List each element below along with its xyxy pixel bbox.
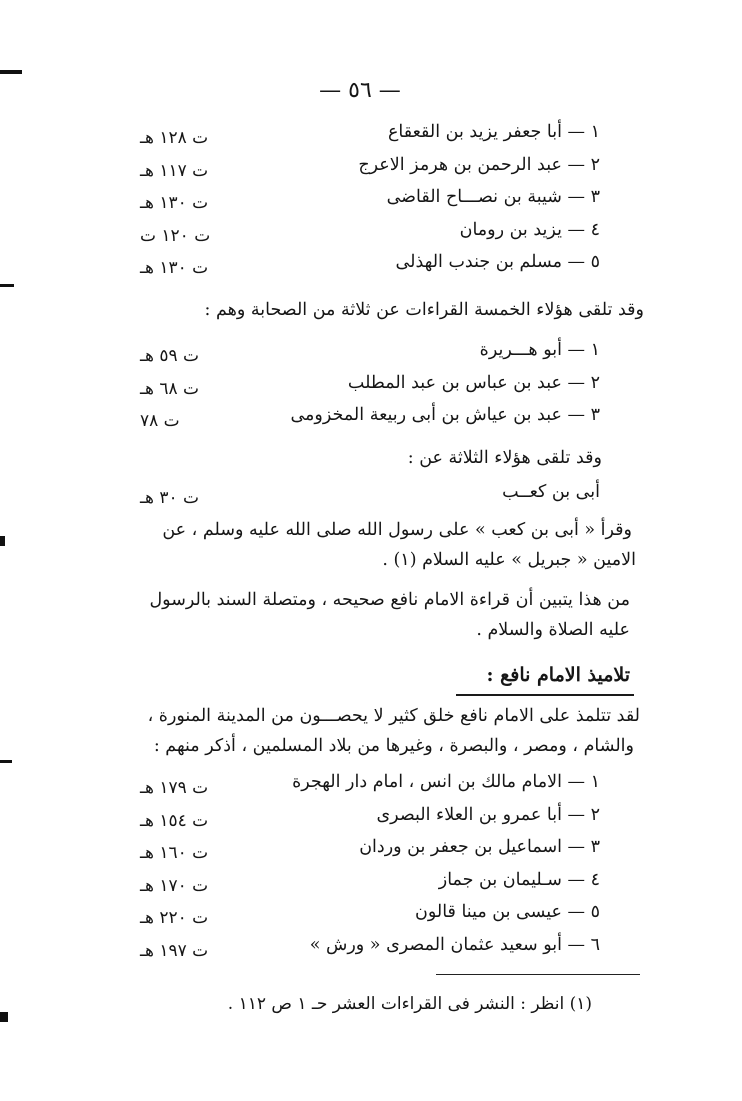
- intro-three: وقد تلقى هؤلاء الثلاثة عن :: [407, 448, 602, 468]
- list-item-date: ت ١٢٨ هـ: [140, 128, 209, 148]
- list-item-date: ت ١٧٠ هـ: [140, 875, 209, 896]
- scan-edge-mark: [0, 70, 22, 74]
- scan-edge-mark: [0, 760, 12, 763]
- intro-companions: وقد تلقى هؤلاء الخمسة القراءات عن ثلاثة من الصحابة وهم :: [204, 300, 644, 320]
- list-item-date: ت ١٩٧ هـ: [140, 940, 209, 961]
- students-intro-line-2: والشام ، ومصر ، والبصرة ، وغيرها من بلاد المسلمين ، أذكر منهم :: [153, 736, 634, 756]
- list-item-name: ٦ — أبو سعيد عثمان المصرى « ورش »: [309, 934, 600, 955]
- list-item: [130, 340, 600, 373]
- footnote: (١) انظر : النشر فى القراءات العشر حـ ١ ص ١١٢ .: [227, 994, 592, 1014]
- list-item-name: ١ — الامام مالك بن انس ، امام دار الهجرة: [292, 772, 600, 792]
- list-item: [130, 373, 600, 406]
- readers-list: [130, 122, 600, 285]
- footnote-rule: [436, 974, 640, 975]
- list-item-date: ت ١٣٠ هـ: [140, 258, 209, 278]
- list-item-name: ١ — أبو هـــريرة: [479, 340, 600, 360]
- list-item-date: ت ١٢٠ ت: [140, 225, 211, 246]
- list-item-date: ت ٣٠ هـ: [140, 488, 200, 508]
- list-item-date: ت ٦٨ هـ: [140, 378, 200, 399]
- list-item-name: ٣ — عبد بن عياش بن أبى ربيعة المخزومى: [290, 405, 600, 425]
- list-item-name: ٣ — اسماعيل بن جعفر بن وردان: [359, 837, 600, 857]
- list-item-date: ت ٢٢٠ هـ: [140, 908, 209, 928]
- list-item-date: ت ٧٨: [140, 411, 180, 431]
- students-intro-line-1: لقد تتلمذ على الامام نافع خلق كثير لا يحصـــون من المدينة المنورة ،: [147, 706, 640, 726]
- list-item: [130, 155, 600, 188]
- list-item-date: ت ١١٧ هـ: [140, 160, 209, 181]
- list-item-name: ٢ — عبد الرحمن بن هرمز الاعرج: [358, 154, 600, 175]
- scan-edge-mark: [0, 284, 14, 287]
- list-item: [130, 902, 600, 935]
- section-heading: تلاميذ الامام نافع :: [486, 664, 630, 686]
- list-item-name: ٢ — عبد بن عباس بن عبد المطلب: [347, 372, 600, 393]
- list-item-name: ٣ — شيبة بن نصـــاح القاضى: [386, 187, 600, 207]
- heading-underline: [456, 694, 634, 696]
- scan-edge-mark: [0, 1012, 8, 1022]
- list-item-date: ت ١٥٤ هـ: [140, 810, 209, 831]
- list-item-date: ت ١٧٩ هـ: [140, 778, 209, 798]
- list-item-name: ١ — أبا جعفر يزيد بن القعقاع: [387, 122, 600, 142]
- list-item: [130, 870, 600, 903]
- students-list: [130, 772, 600, 967]
- list-item: [130, 405, 600, 438]
- list-item: [130, 935, 600, 968]
- list-item-name: ٢ — أبا عمرو بن العلاء البصرى: [376, 804, 600, 825]
- list-item: [130, 837, 600, 870]
- list-item: [130, 805, 600, 838]
- list-item-date: ت ١٣٠ هـ: [140, 193, 209, 213]
- companions-list: [130, 340, 600, 438]
- list-item: [130, 252, 600, 285]
- list-item-name: ٤ — يزيد بن رومان: [459, 219, 600, 240]
- chain-line-1: وقرأ « أبى بن كعب » على رسول الله صلى الله عليه وسلم ، عن: [162, 520, 632, 540]
- list-item-name: ٥ — عيسى بن مينا قالون: [414, 902, 600, 922]
- list-item: [130, 122, 600, 155]
- list-item-name: ٤ — سـليمان بن جماز: [438, 869, 600, 890]
- scan-edge-mark: [0, 536, 5, 546]
- list-item: [130, 187, 600, 220]
- page-number: — ٥٦ —: [319, 78, 401, 103]
- list-item-date: ت ١٦٠ هـ: [140, 843, 209, 863]
- list-item: [130, 482, 600, 515]
- list-item-name: أبى بن كعــب: [502, 482, 600, 502]
- list-item-date: ت ٥٩ هـ: [140, 346, 200, 366]
- list-item: [130, 220, 600, 253]
- ubayy-entry: [130, 482, 600, 515]
- conclusion-line-2: عليه الصلاة والسلام .: [476, 620, 630, 640]
- list-item-name: ٥ — مسلم بن جندب الهذلى: [395, 252, 600, 272]
- conclusion-line-1: من هذا يتبين أن قراءة الامام نافع صحيحه ، ومتصلة السند بالرسول: [149, 590, 630, 610]
- list-item: [130, 772, 600, 805]
- chain-line-2: الامين « جبريل » عليه السلام (١) .: [382, 550, 636, 570]
